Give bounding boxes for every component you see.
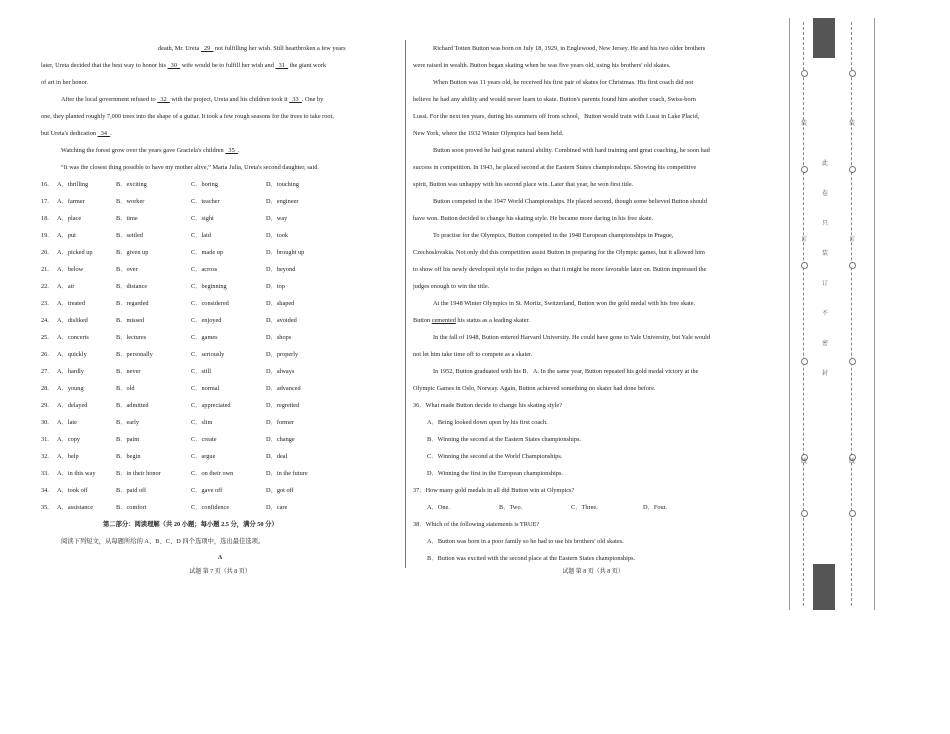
binding-margin (789, 18, 875, 610)
option-b: B．old (116, 385, 135, 392)
answer-blank: 31 (275, 62, 289, 69)
cut-line-outer (803, 22, 804, 606)
option: C．Three. (571, 504, 598, 511)
option-c: C．confidence (191, 504, 230, 511)
question-number: 22. (41, 283, 49, 290)
option-row (41, 329, 399, 346)
option-a: A．put (57, 232, 76, 239)
question-36: 36．What made Button decide to change his skating style? (413, 402, 562, 409)
passage-line: New York, where the 1932 Winter Olympics had been held. (413, 130, 564, 137)
question-number: 18. (41, 215, 49, 222)
text-segment: but Ureta's dedication (41, 130, 98, 137)
margin-border (789, 18, 875, 610)
option-a: A．delayed (57, 402, 88, 409)
option-d: D．deal (266, 453, 288, 460)
passage-line: not let him take time off to compete as a skater. (413, 351, 533, 358)
passage-line: to show off his newly developed style to the judges so that it might be more favorable later on. Button impressed the (413, 266, 707, 273)
passage-label: A (217, 555, 223, 561)
cloze-options (41, 176, 399, 516)
question-number: 21. (41, 266, 49, 273)
option-a: A．assistance (57, 504, 94, 511)
answer-option: B．Winning the second at the Eastern States championships. (427, 436, 581, 443)
question-number: 19. (41, 232, 49, 239)
option: A．One. (427, 504, 450, 511)
section-title: 第二部分：阅读理解（共 20 小题；每小题 2.5 分，满分 50 分） (103, 521, 278, 528)
passage-line: believe he had any ability and would never learn to skate. Button's parents found him another coach, Swiss-born (413, 96, 696, 103)
answer-option: D．Winning the first in the European championships. (427, 470, 563, 477)
answer-option: B．Button was excited with the second place at the Eastern States championships. (427, 555, 636, 562)
option-c: C．made up (191, 249, 224, 256)
option-d: D．regretted (266, 402, 300, 409)
binding-hole-circle (801, 262, 808, 269)
passage-line: success in competition. In 1943, he placed second at the Eastern States championships. Showing his competitive (413, 164, 697, 171)
question-number: 29. (41, 402, 49, 409)
binding-hole-circle (849, 358, 856, 365)
option-c: C．slim (191, 419, 213, 426)
option-d: D．top (266, 283, 285, 290)
option-a: A．in this way (57, 470, 96, 477)
underlined-word: cemented (431, 317, 456, 324)
margin-label-outer: 订 (801, 237, 808, 243)
left-page (41, 40, 399, 550)
margin-label-outer: 装 (801, 121, 808, 127)
option-b: B．personally (116, 351, 153, 358)
option-c: C．still (191, 368, 211, 375)
option-a: A．place (57, 215, 82, 222)
binding-hole-circle (801, 510, 808, 517)
passage-line (41, 91, 399, 108)
page-divider (405, 40, 406, 568)
answer-blank: 35 (225, 147, 238, 154)
option-d: D．advanced (266, 385, 301, 392)
option-d: D．avoided (266, 317, 297, 324)
option-b: B．paid off (116, 487, 147, 494)
option-row (41, 363, 399, 380)
section-instruction: 阅读下列短文，从每题所给的 A、B、C、D 四个选项中，选出最佳选项。 (61, 538, 265, 545)
option-a: A．took off (57, 487, 88, 494)
reading-passage-cont (413, 329, 771, 397)
option-d: D．care (266, 504, 288, 511)
margin-label-middle: 此 (822, 161, 829, 167)
option-row (41, 244, 399, 261)
text-segment: with the project, Ureta and his children took it (169, 96, 290, 103)
text-segment: . One by (301, 96, 324, 103)
binding-hole-circle (801, 358, 808, 365)
passage-line: In 1952, Button graduated with his B．A. In the same year, Button repeated his gold medal victory at the (433, 368, 699, 375)
question-36-options (413, 414, 771, 482)
question-number: 16. (41, 181, 49, 188)
question-38: 38．Which of the following statements is TRUE? (413, 521, 540, 528)
option-row (41, 414, 399, 431)
option-b: B．comfort (116, 504, 147, 511)
right-page-footer: 试题 第 8 页（共 8 页） (562, 569, 624, 575)
option-c: C．appreciated (191, 402, 231, 409)
option-row (41, 193, 399, 210)
option-d: D．took (266, 232, 289, 239)
margin-label-middle: 不 (822, 311, 829, 317)
option-b: B．time (116, 215, 138, 222)
option-c: C．gave off (191, 487, 223, 494)
text-segment: later, Ureta decided that the best way to honor his (41, 62, 168, 69)
cut-line-inner (851, 22, 852, 606)
option-row (41, 431, 399, 448)
text-segment: one, they planted roughly 7,000 trees into the shape of a guitar. It took a few rough seasons for the trees to take root, (41, 113, 334, 120)
binding-hole-circle (849, 510, 856, 517)
margin-label-middle: 封 (822, 371, 829, 377)
passage-line: have won. Button decided to change his skating style. He became more daring in his free skate. (413, 215, 654, 222)
option-c: C．normal (191, 385, 220, 392)
option-a: A．air (57, 283, 75, 290)
option-a: A．young (57, 385, 84, 392)
question-number: 33. (41, 470, 49, 477)
passage-line: Richard Totten Button was born on July 18, 1929, in Englewood, New Jersey. He and his two older brothers (433, 45, 706, 52)
margin-label-inner: 装 (849, 121, 856, 127)
option-b: B．lectures (116, 334, 147, 341)
option-a: A．picked up (57, 249, 93, 256)
question-number: 17. (41, 198, 49, 205)
option-a: A．treated (57, 300, 85, 307)
option-row (41, 448, 399, 465)
option-d: D．touching (266, 181, 299, 188)
option-row (41, 482, 399, 499)
question-number: 34. (41, 487, 49, 494)
option-c: C．argue (191, 453, 216, 460)
option-c: C．boring (191, 181, 218, 188)
answer-blank: 33 (289, 96, 302, 103)
margin-label-middle: 密 (822, 341, 829, 347)
margin-label-inner: 订 (849, 237, 856, 243)
option-b: B．never (116, 368, 141, 375)
passage-line (41, 125, 399, 142)
option-c: C．enjoyed (191, 317, 222, 324)
passage-line: At the 1948 Winter Olympics in St. Moritz, Switzerland, Button won the gold medal with his free skate. (433, 300, 696, 307)
option-d: D．got off (266, 487, 294, 494)
option-row (41, 499, 399, 516)
margin-label-middle: 订 (822, 281, 829, 287)
option-a: A．help (57, 453, 79, 460)
passage-line: Button soon proved he had great natural ability. Combined with hard training and great coaching, he soon had (433, 147, 710, 154)
question-number: 26. (41, 351, 49, 358)
option-c: C．create (191, 436, 217, 443)
option-d: D．brought up (266, 249, 305, 256)
option-d: D．properly (266, 351, 299, 358)
margin-bottom-block (813, 564, 835, 610)
option-b: B．paint (116, 436, 140, 443)
option: D．Four. (643, 504, 667, 511)
margin-label-outer: 线 (801, 459, 808, 465)
passage-line (41, 142, 399, 159)
passage-line: In the fall of 1948, Button entered Harvard University. He could have gone to Yale University, but Yale would (433, 334, 711, 341)
text-segment: the giant work (288, 62, 326, 69)
passage-line (41, 159, 399, 176)
question-number: 25. (41, 334, 49, 341)
margin-top-block (813, 18, 835, 58)
question-number: 30. (41, 419, 49, 426)
text-segment: not fulfilling her wish. Still heartbroken a few years (213, 45, 346, 52)
option-a: A．thrilling (57, 181, 89, 188)
question-number: 27. (41, 368, 49, 375)
text-segment: . (237, 147, 240, 154)
question-number: 28. (41, 385, 49, 392)
passage-line: Olympic Games in Oslo, Norway. Again, Button achieved something no skater had done before. (413, 385, 656, 392)
option-d: D．beyond (266, 266, 296, 273)
question-38-options (413, 533, 771, 567)
passage-line: Czechoslovakia. Not only did this competition assist Button in preparing for the Olympic games, but it allowed him (413, 249, 705, 256)
option-b: B．in their honor (116, 470, 161, 477)
option-b: B．admitted (116, 402, 149, 409)
option-row (41, 261, 399, 278)
answer-option: A．Button was born in a poor family so he had to use his brothers' old skates. (427, 538, 624, 545)
option-b: B．over (116, 266, 138, 273)
option-b: B．early (116, 419, 140, 426)
text-segment: Watching the forest grow over the years gave Graciela's children (61, 147, 226, 154)
question-37: 37．How many gold medals in all did Button win at Olympics? (413, 487, 575, 494)
option-c: C．sight (191, 215, 214, 222)
option-b: B．worker (116, 198, 145, 205)
text-segment: After the local government refused to (61, 96, 158, 103)
option-c: C．teacher (191, 198, 220, 205)
binding-hole-circle (801, 70, 808, 77)
option-b: B．given up (116, 249, 149, 256)
option-d: D．shops (266, 334, 292, 341)
text-segment: . (110, 130, 112, 137)
right-page (413, 40, 771, 567)
binding-hole-circle (801, 166, 808, 173)
option-c: C．games (191, 334, 218, 341)
passage-line: When Button was 11 years old, he received his first pair of skates for Christmas. His first coach did not (433, 79, 694, 86)
text-segment: death, Mr. Ureta (158, 45, 201, 52)
option-a: A．hardly (57, 368, 84, 375)
option-d: D．way (266, 215, 288, 222)
question-number: 31. (41, 436, 49, 443)
option-b: B．missed (116, 317, 144, 324)
option-a: A．copy (57, 436, 81, 443)
passage-line (41, 108, 399, 125)
cemented-line: Button cemented his status as a leading skater. (413, 317, 530, 324)
option-d: D．shaped (266, 300, 295, 307)
margin-label-middle: 卷 (822, 191, 829, 197)
option: B．Two. (499, 504, 523, 511)
option-d: D．in the future (266, 470, 308, 477)
answer-blank: 29 (200, 45, 214, 52)
option-row (41, 465, 399, 482)
question-number: 35. (41, 504, 49, 511)
option-row (41, 295, 399, 312)
option-b: B．settled (116, 232, 143, 239)
option-b: B．distance (116, 283, 148, 290)
option-a: A．concerts (57, 334, 89, 341)
option-a: A．quickly (57, 351, 87, 358)
option-c: C．considered (191, 300, 229, 307)
option-c: C．beginning (191, 283, 227, 290)
passage-line: spirit, Button was unhappy with his second place win. Later that year, he won first title. (413, 181, 634, 188)
option-d: D．always (266, 368, 295, 375)
option-b: B．regarded (116, 300, 149, 307)
question-number: 24. (41, 317, 49, 324)
question-37-options (413, 499, 771, 516)
question-number: 20. (41, 249, 49, 256)
text-segment: of art in her honor. (41, 79, 89, 86)
option-d: D．former (266, 419, 294, 426)
option-a: A．farmer (57, 198, 85, 205)
passage-line: Lussi. For the next ten years, during his summers off from school，Button would train with Lussi in Lake Placid, (413, 113, 700, 120)
passage-line: To practise for the Olympics, Button competed in the 1948 European championships in Prague, (433, 232, 674, 239)
question-number: 32. (41, 453, 49, 460)
answer-option: C．Winning the second at the World Championships. (427, 453, 563, 460)
option-row (41, 278, 399, 295)
cloze-passage (41, 40, 399, 176)
question-number: 23. (41, 300, 49, 307)
passage-line: Button competed in the 1947 World Championships. He placed second, though some believed Button should (433, 198, 707, 205)
text-segment: wife would be to fulfill her wish and (180, 62, 276, 69)
passage-line (41, 40, 399, 57)
answer-blank: 30 (167, 62, 181, 69)
option-d: D．engineer (266, 198, 299, 205)
answer-blank: 32 (157, 96, 170, 103)
option-row (41, 312, 399, 329)
option-b: B．exciting (116, 181, 147, 188)
passage-line: judges enough to win the title. (413, 283, 490, 290)
option-c: C．laid (191, 232, 211, 239)
option-row (41, 380, 399, 397)
option-c: C．seriously (191, 351, 225, 358)
option-d: D．change (266, 436, 295, 443)
answer-blank: 34 (97, 130, 111, 137)
margin-label-middle: 装 (822, 251, 829, 257)
binding-hole-circle (849, 70, 856, 77)
option-c: C．on their own (191, 470, 234, 477)
text-segment: “It was the closest thing possible to have my mother alive,” Maria Julia, Ureta's second daughter, said. (61, 164, 319, 171)
margin-label-inner: 线 (849, 459, 856, 465)
option-row (41, 176, 399, 193)
binding-hole-circle (849, 166, 856, 173)
option-row (41, 346, 399, 363)
passage-line (41, 57, 399, 74)
reading-passage (413, 40, 771, 312)
option-row (41, 210, 399, 227)
passage-line: were raised in wealth. Button began skating when he was five years old, using his brothers' old skates. (413, 62, 671, 69)
binding-hole-circle (849, 262, 856, 269)
margin-label-middle: 只 (822, 221, 829, 227)
option-a: A．disliked (57, 317, 88, 324)
answer-option: A．Being looked down upon by his first coach. (427, 419, 548, 426)
left-page-footer: 试题 第 7 页（共 8 页） (189, 569, 251, 575)
option-a: A．late (57, 419, 77, 426)
option-b: B．begin (116, 453, 141, 460)
option-a: A．below (57, 266, 84, 273)
option-c: C．across (191, 266, 218, 273)
option-row (41, 227, 399, 244)
passage-line (41, 74, 399, 91)
option-row (41, 397, 399, 414)
